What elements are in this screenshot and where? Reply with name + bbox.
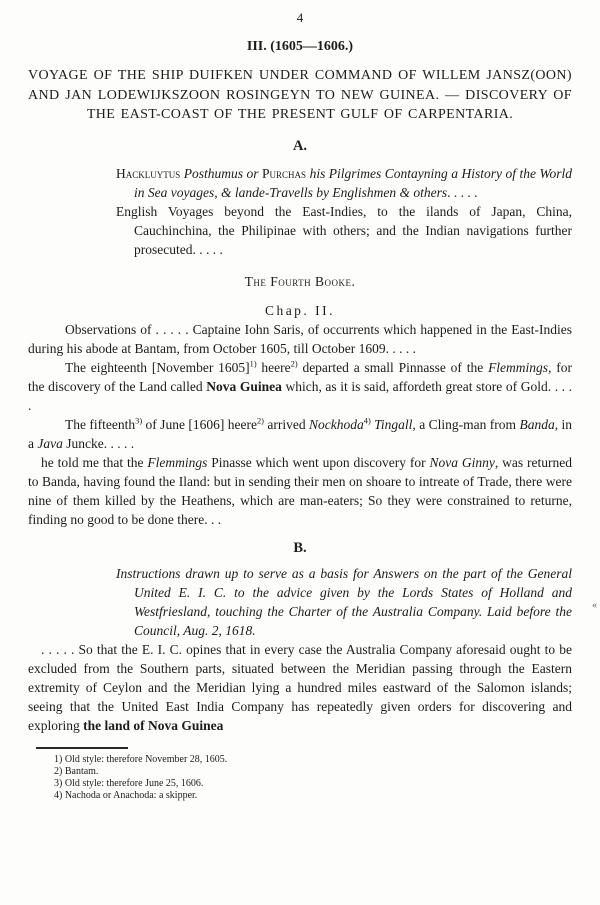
book-heading: The Fourth Booke.: [244, 273, 356, 289]
paragraph-4: . . . . . So that the E. I. C. opines that in every case the Australia Company aforesaid ought to be excluded from the Southern parts, situated between the Meridian passing through the Eastern extremity of Ceylon and the Meridian lying a hundred miles eastward of the Salomon islands; seeing that the United East India Company has repeatedly given orders for discovering and exploring the land of Nova Guinea: [28, 641, 572, 733]
footnote-4: 4) Nachoda or Anachoda: a skipper.: [54, 789, 198, 801]
section-b-label: B.: [293, 539, 307, 556]
paragraph-3: he told me that the Flemmings Pinasse which went upon discovery for Nova Ginny, was returned to Banda, having found the Iland: but in sending their men on shoare to intreate of Trade, there were nine of them killed by the Heathens, which are man-eaters; So they were constrained to returne, finding no good to be done there. . .: [28, 454, 572, 527]
page-number: 4: [296, 10, 304, 25]
source-citation-a2: English Voyages beyond the East-Indies, to the ilands of Japan, China, Cauchinchina, the Philipinae with others; and the Indian navigations further prosecuted. . . . .: [116, 203, 572, 257]
paragraph-1: The eighteenth [November 1605]$^{1)}$ heere$^{2)}$ departed a small Pinnasse of the Flemmings, for the discovery of the Land called Nova Guinea which, as it is said, affordeth great store of Gold. . . . .: [28, 359, 573, 413]
footnote-3: 3) Old style: therefore June 25, 1606.: [54, 777, 204, 789]
margin-mark: «: [592, 600, 597, 611]
page-title: VOYAGE OF THE SHIP DUIFKEN UNDER COMMAND OF WILLEM JANSZ(OON) AND JAN LODEWIJKSZOON ROSINGEYN TO NEW GUINEA. — DISCOVERY OF THE EAST-COAST OF THE PRESENT GULF OF CARPENTARIA.: [28, 68, 572, 122]
paragraph-observations: Observations of . . . . . Captaine Iohn Saris, of occurrents which happened in the East-Indies during his abode at Bantam, from October 1605, till October 1609. . . . .: [28, 321, 572, 356]
footnotes: [54, 754, 572, 802]
paragraph-2: The fifteenth$^{3)}$ of June [1606] heere$^{2)}$ arrived Nockhoda$^{4)}$ Tingall, a Cling-man from Banda, in a Java Juncke. . . . .: [28, 416, 572, 451]
section-number-heading: III. (1605—1606.): [246, 39, 354, 54]
source-citation-a1: Hackluytus Posthumus or Purchas his Pilgrimes Contayning a History of the World in Sea voyages, & lande-Travells by Englishmen & others. . . . .: [116, 165, 573, 200]
source-citation-b: Instructions drawn up to serve as a basis for Answers on the part of the General United E. I. C. to the advice given by the Lords States of Holland and Westfriesland, touching the Charter of the Australia Company. Laid before the Council, Aug. 2, 1618.: [116, 565, 572, 638]
footnote-2: 2) Bantam.: [54, 765, 99, 777]
section-a-label: A.: [292, 137, 308, 154]
footnote-rule: [36, 747, 128, 749]
footnote-1: 1) Old style: therefore November 28, 1605.: [54, 753, 228, 765]
chapter-heading: Chap. II.: [264, 302, 336, 318]
